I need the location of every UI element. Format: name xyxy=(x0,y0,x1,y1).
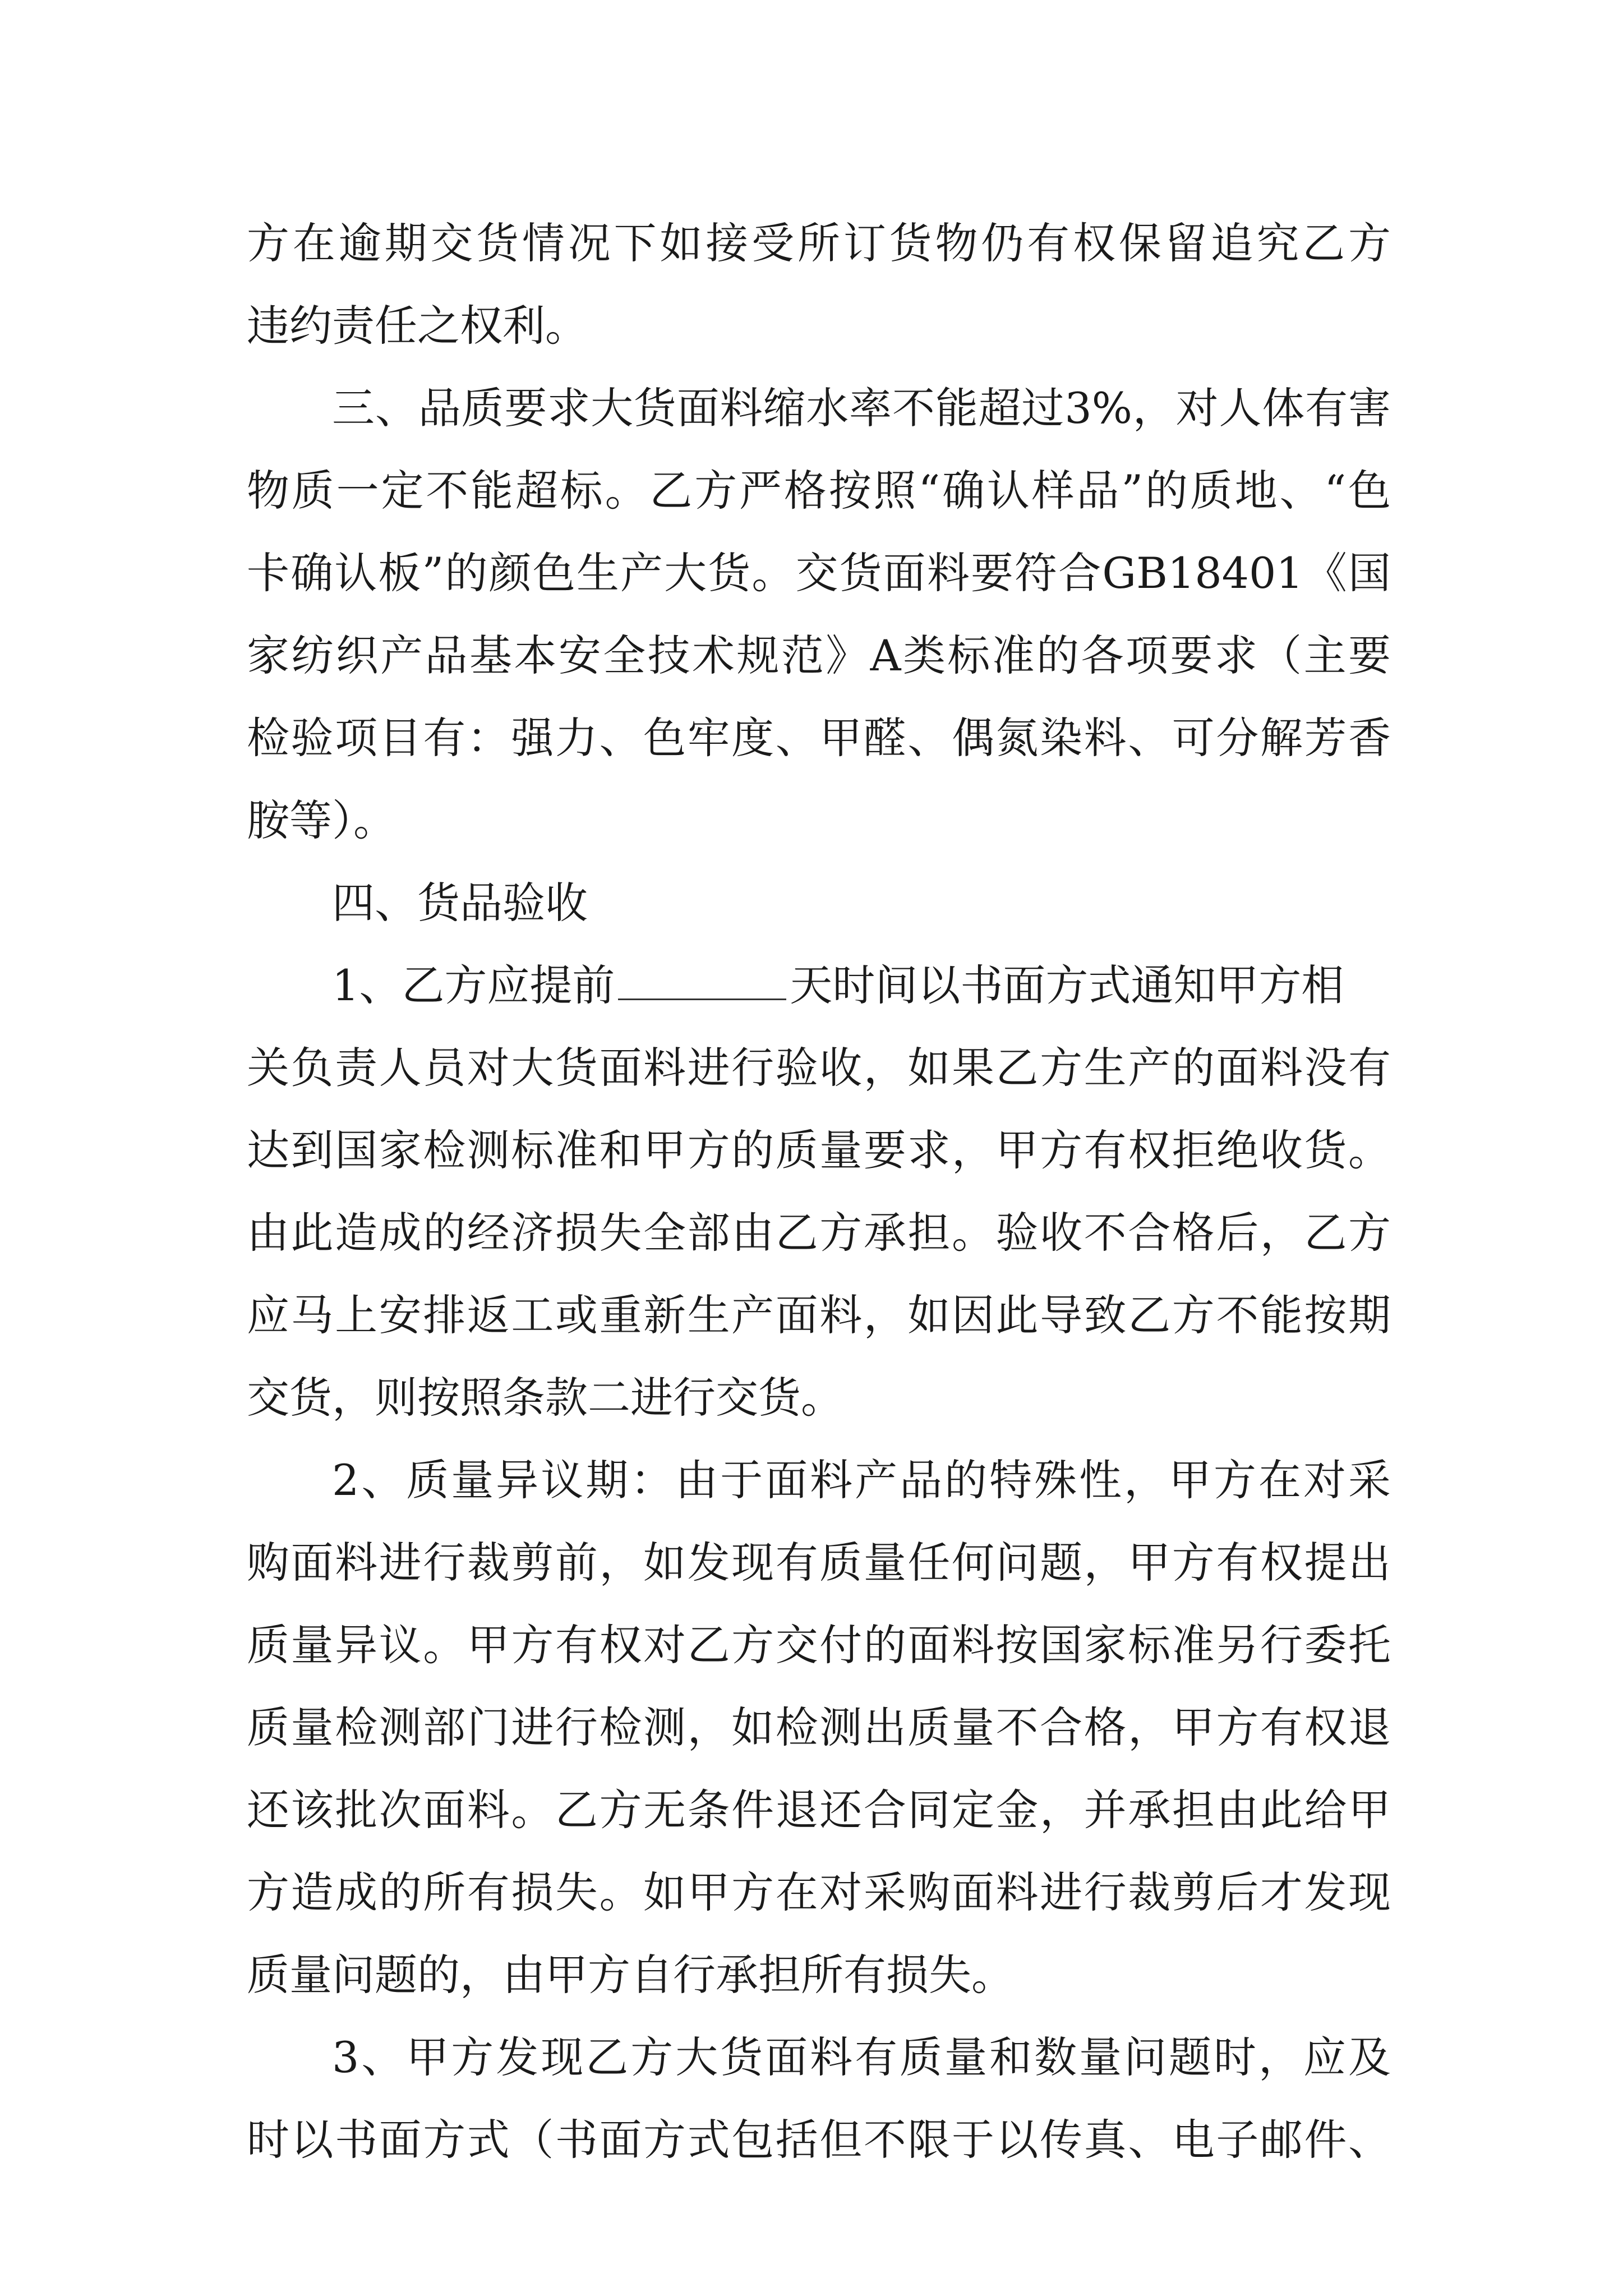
text-line: 达到国家检测标准和甲方的质量要求，甲方有权拒绝收货。 xyxy=(247,1125,1391,1175)
text-line: 质量检测部门进行检测，如检测出质量不合格，甲方有权退 xyxy=(247,1703,1391,1752)
text-line: 购面料进行裁剪前，如发现有质量任何问题，甲方有权提出 xyxy=(247,1538,1391,1588)
clause-1-text-before: 1、乙方应提前 xyxy=(332,960,615,1010)
clause-1-first-line xyxy=(247,944,1391,1027)
text-line: 检验项目有：强力、色牢度、甲醛、偶氮染料、可分解芳香 xyxy=(247,713,1391,763)
text-line: 应马上安排返工或重新生产面料，如因此导致乙方不能按期 xyxy=(247,1290,1391,1340)
clause-1-text-after: 天时间以书面方式通知甲方相 xyxy=(790,960,1344,1010)
text-line: 质量异议。甲方有权对乙方交付的面料按国家标准另行委托 xyxy=(247,1620,1391,1670)
text-line: 卡确认板”的颜色生产大货。交货面料要符合GB18401《国 xyxy=(247,548,1391,598)
text-line: 胺等）。 xyxy=(247,795,396,845)
text-line: 方在逾期交货情况下如接受所订货物仍有权保留追究乙方 xyxy=(247,218,1391,268)
section-four-heading: 四、货品验收 xyxy=(332,878,588,928)
clause-2-first-line: 2、质量异议期：由于面料产品的特殊性，甲方在对采 xyxy=(332,1455,1391,1505)
text-line: 时以书面方式（书面方式包括但不限于以传真、电子邮件、 xyxy=(247,2115,1391,2165)
fill-in-blank xyxy=(618,965,786,1000)
section-three-heading-line: 三、品质要求大货面料缩水率不能超过3%，对人体有害 xyxy=(332,383,1391,433)
document-body xyxy=(247,202,1391,2181)
text-line: 家纺织产品基本安全技术规范》A类标准的各项要求（主要 xyxy=(247,631,1391,680)
text-line: 质量问题的，由甲方自行承担所有损失。 xyxy=(247,1950,1014,2000)
text-line: 违约责任之权利。 xyxy=(247,301,588,351)
clause-3-first-line: 3、甲方发现乙方大货面料有质量和数量问题时，应及 xyxy=(332,2032,1391,2082)
text-line: 关负责人员对大货面料进行验收，如果乙方生产的面料没有 xyxy=(247,1043,1391,1093)
text-line: 方造成的所有损失。如甲方在对采购面料进行裁剪后才发现 xyxy=(247,1867,1391,1917)
text-line: 由此造成的经济损失全部由乙方承担。验收不合格后，乙方 xyxy=(247,1208,1391,1258)
text-line: 物质一定不能超标。乙方严格按照“确认样品”的质地、“色 xyxy=(247,466,1391,516)
text-line: 交货，则按照条款二进行交货。 xyxy=(247,1373,843,1423)
text-line: 还该批次面料。乙方无条件退还合同定金，并承担由此给甲 xyxy=(247,1785,1391,1835)
